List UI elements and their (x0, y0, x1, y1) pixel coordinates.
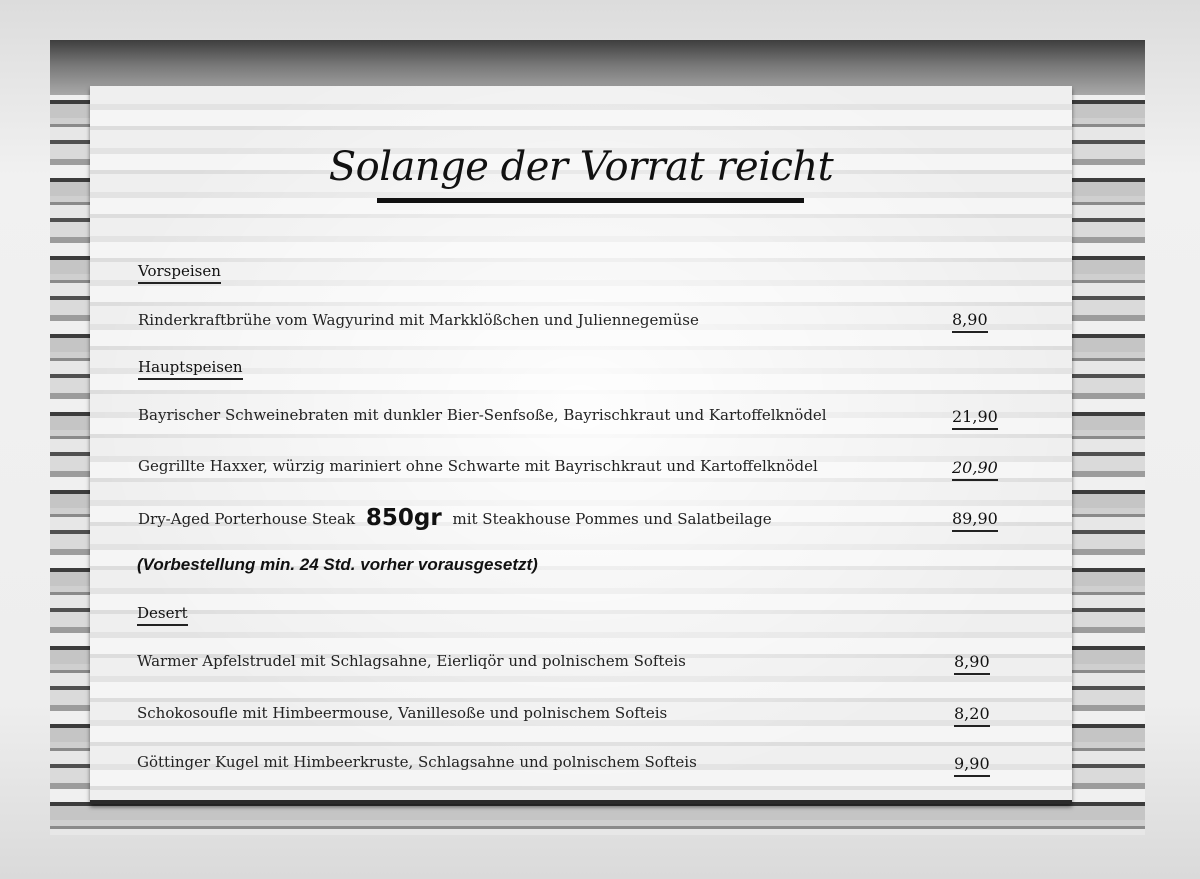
section-heading-desert: Desert (137, 604, 188, 626)
menu-item-price: 8,20 (954, 704, 990, 727)
menu-title: Solange der Vorrat reicht (328, 144, 834, 190)
menu-item: Schokosoufle mit Himbeermouse, Vanillesoße und polnischem Softeis (137, 704, 668, 722)
menu-item: Gegrillte Haxxer, würzig mariniert ohne Schwarte mit Bayrischkraut und Kartoffelknödel (138, 457, 818, 475)
steak-name: Dry-Aged Porterhouse Steak (138, 510, 356, 528)
steak-sides: mit Steakhouse Pommes und Salatbeilage (452, 510, 772, 528)
steak-weight: 850gr (365, 505, 442, 531)
menu-item: Rinderkraftbrühe vom Wagyurind mit Markklößchen und Juliennegemüse (138, 311, 699, 329)
menu-item-price: 8,90 (954, 652, 990, 675)
menu-item-steak (138, 504, 772, 530)
preorder-note: (Vorbestellung min. 24 Std. vorher vorausgesetzt) (137, 555, 538, 574)
menu-item-price: 9,90 (954, 754, 990, 777)
menu-item: Bayrischer Schweinebraten mit dunkler Bier-Senfsoße, Bayrischkraut und Kartoffelknödel (138, 406, 827, 424)
menu-card (90, 86, 1072, 804)
title-underline (377, 198, 804, 203)
menu-item-price: 21,90 (952, 407, 998, 430)
section-heading-vorspeisen: Vorspeisen (138, 262, 221, 284)
menu-item-price: 20,90 (952, 458, 998, 481)
menu-item: Göttinger Kugel mit Himbeerkruste, Schlagsahne und polnischem Softeis (137, 753, 697, 771)
menu-item-price: 8,90 (952, 310, 988, 333)
menu-item-price: 89,90 (952, 509, 998, 532)
menu-item: Warmer Apfelstrudel mit Schlagsahne, Eierliqör und polnischem Softeis (137, 652, 686, 670)
section-heading-hauptspeisen: Hauptspeisen (138, 358, 243, 380)
